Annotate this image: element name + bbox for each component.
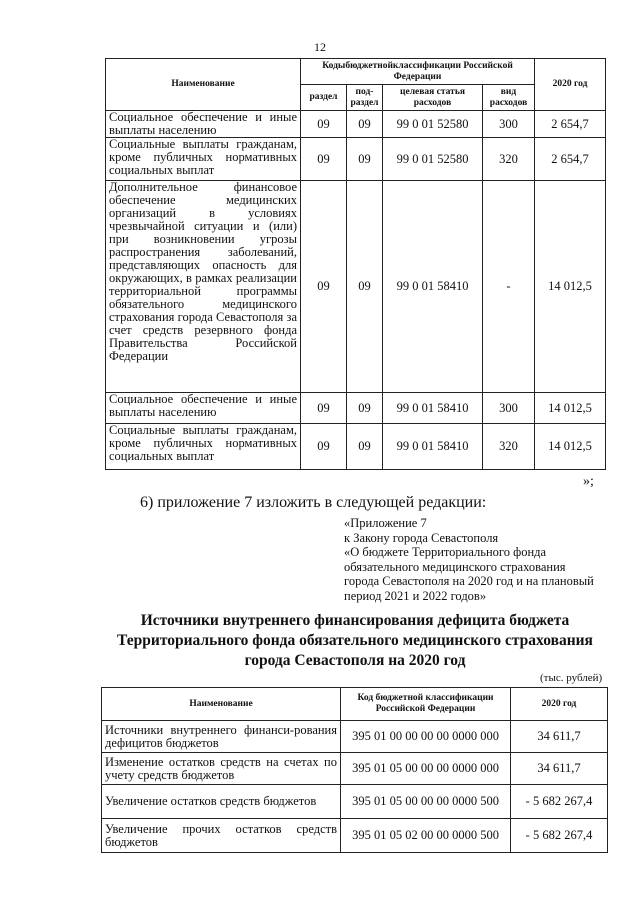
header-type: вид расходов — [483, 85, 535, 111]
annex-line: период 2021 и 2022 годов» — [344, 588, 487, 603]
annex-line: обязательного медицинского страхования — [344, 559, 566, 574]
header-codes: Кодыбюджетнойклассификации Российской Федерации — [301, 59, 535, 85]
row-subsection: 09 — [347, 393, 383, 424]
row-amount: - 5 682 267,4 — [511, 785, 608, 819]
row-amount: - 5 682 267,4 — [511, 819, 608, 853]
row-name: Социальные выплаты гражданам, кроме публичных нормативных социальных выплат — [106, 424, 301, 470]
title-line: города Севастополя на 2020 год — [244, 652, 466, 669]
row-code: 395 01 05 00 00 00 0000 500 — [341, 785, 511, 819]
closing-quote: »; — [583, 474, 594, 489]
row-section: 09 — [301, 181, 347, 393]
row-type: - — [483, 181, 535, 393]
row-subsection: 09 — [347, 424, 383, 470]
row-type: 300 — [483, 111, 535, 138]
table-row — [106, 181, 606, 393]
row-article: 99 0 01 52580 — [383, 111, 483, 138]
row-article: 99 0 01 58410 — [383, 424, 483, 470]
row-name: Увеличение остатков средств бюджетов — [102, 785, 341, 819]
row-amount: 34 611,7 — [511, 753, 608, 785]
row-amount: 2 654,7 — [535, 111, 606, 138]
table-row — [102, 753, 608, 785]
title-line: Источники внутреннего финансирования дефицита бюджета — [140, 612, 570, 629]
row-name: Изменение остатков средств на счетах по учету средств бюджетов — [102, 753, 341, 785]
row-name: Социальное обеспечение и иные выплаты населению — [106, 111, 301, 138]
row-subsection: 09 — [347, 181, 383, 393]
table-row — [106, 138, 606, 181]
row-code: 395 01 05 02 00 00 0000 500 — [341, 819, 511, 853]
header-year: 2020 год — [511, 688, 608, 721]
row-amount: 14 012,5 — [535, 393, 606, 424]
annex-reference — [344, 516, 614, 603]
financing-sources-table — [101, 687, 608, 853]
header-article: целевая статья расходов — [383, 85, 483, 111]
row-amount: 2 654,7 — [535, 138, 606, 181]
table-row — [106, 393, 606, 424]
row-type: 320 — [483, 138, 535, 181]
row-code: 395 01 00 00 00 00 0000 000 — [341, 721, 511, 753]
row-amount: 14 012,5 — [535, 181, 606, 393]
row-article: 99 0 01 58410 — [383, 393, 483, 424]
row-section: 09 — [301, 424, 347, 470]
table-row — [106, 111, 606, 138]
header-code: Код бюджетной классификации Российской Федерации — [341, 688, 511, 721]
row-section: 09 — [301, 111, 347, 138]
amendment-paragraph: 6) приложение 7 изложить в следующей редакции: — [140, 494, 487, 511]
row-type: 300 — [483, 393, 535, 424]
row-article: 99 0 01 58410 — [383, 181, 483, 393]
table-row — [102, 721, 608, 753]
title-line: Территориального фонда обязательного медицинского страхования — [117, 632, 593, 649]
table-row — [102, 819, 608, 853]
annex-line: к Закону города Севастополя — [344, 530, 499, 545]
annex-line: «Приложение 7 — [344, 516, 427, 530]
row-section: 09 — [301, 138, 347, 181]
units-note: (тыс. рублей) — [540, 672, 603, 684]
row-subsection: 09 — [347, 111, 383, 138]
row-name: Источники внутреннего финанси-рования дефицитов бюджетов — [102, 721, 341, 753]
table-row — [102, 785, 608, 819]
row-name: Увеличение прочих остатков средств бюджетов — [102, 819, 341, 853]
row-article: 99 0 01 52580 — [383, 138, 483, 181]
annex-line: «О бюджете Территориального фонда — [344, 545, 547, 559]
row-code: 395 01 05 00 00 00 0000 000 — [341, 753, 511, 785]
header-year: 2020 год — [535, 59, 606, 111]
page-number: 12 — [314, 40, 326, 54]
row-section: 09 — [301, 393, 347, 424]
table-row — [106, 424, 606, 470]
row-name: Дополнительное финансовое обеспечение медицинских организаций в условиях чрезвычайной ситуации и (или) при возникновении угрозы распространения заболеваний, представляющих опасность для окружающих, в рамках реализации территориальной программы обязательного медицинского страхования города Севастополя за счет средств резервного фонда Правительства Российской Федерации — [106, 181, 301, 393]
row-amount: 14 012,5 — [535, 424, 606, 470]
row-name: Социальное обеспечение и иные выплаты населению — [106, 393, 301, 424]
row-name: Социальные выплаты гражданам, кроме публичных нормативных социальных выплат — [106, 138, 301, 181]
expenditure-table — [105, 58, 606, 470]
header-section: раздел — [301, 85, 347, 111]
header-name: Наименование — [106, 59, 301, 111]
header-subsection: под-раздел — [347, 85, 383, 111]
row-amount: 34 611,7 — [511, 721, 608, 753]
section-title — [100, 611, 610, 671]
header-name: Наименование — [102, 688, 341, 721]
row-subsection: 09 — [347, 138, 383, 181]
row-type: 320 — [483, 424, 535, 470]
annex-line: города Севастополя на 2020 год и на плановый — [344, 574, 594, 588]
